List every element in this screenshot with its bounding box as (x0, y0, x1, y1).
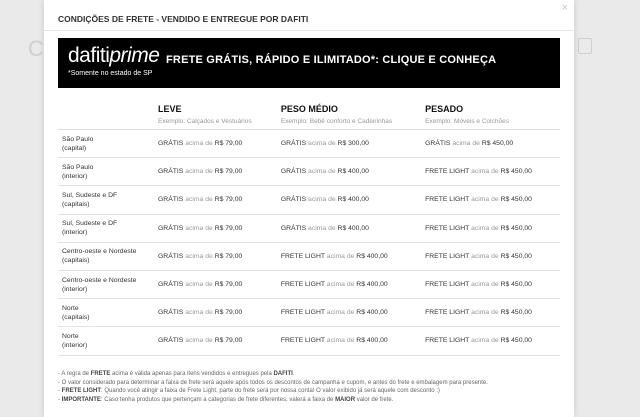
freight-table (58, 104, 560, 356)
freight-threshold-value: R$ 450,00 (500, 196, 532, 204)
freight-threshold-value: R$ 79,00 (214, 196, 243, 204)
freight-cell (154, 242, 277, 270)
freight-cell (277, 214, 421, 242)
freight-threshold-label: acima de (185, 309, 213, 317)
banner-headline: FRETE GRÁTIS, RÁPIDO E ILIMITADO*: CLIQUE E CONHEÇA (166, 54, 497, 66)
table-row (58, 214, 560, 242)
table-row (58, 158, 560, 186)
region-cell (58, 327, 154, 355)
freight-type: GRÁTIS (158, 196, 184, 204)
region-name: Centro-oeste e Nordeste (62, 248, 137, 256)
cart-bag-icon (578, 38, 592, 54)
freight-threshold-label: acima de (308, 196, 336, 204)
freight-threshold-value: R$ 450,00 (500, 309, 532, 317)
freight-threshold-value: R$ 79,00 (214, 168, 243, 176)
freight-cell (154, 214, 277, 242)
freight-cell (277, 299, 421, 327)
footnote-3: - FRETE LIGHT: Quando você atingir a faixa de Frete Light, parte do frete será por nossa conta! O valor exibido já será aquele com desconto :) (58, 388, 440, 395)
region-scope: (capitais) (62, 200, 90, 208)
region-cell (58, 158, 154, 186)
freight-cell (421, 270, 560, 298)
close-icon[interactable]: × (561, 2, 568, 14)
region-scope: (interior) (62, 341, 88, 349)
freight-type: GRÁTIS (158, 140, 184, 148)
region-column-header (58, 104, 154, 130)
freight-threshold-value: R$ 79,00 (214, 140, 243, 148)
freight-threshold-value: R$ 400,00 (356, 337, 388, 345)
freight-threshold-label: acima de (326, 252, 355, 260)
freight-threshold-value: R$ 400,00 (337, 168, 369, 176)
dafiti-prime-logo (68, 45, 159, 67)
freight-threshold-label: acima de (326, 281, 355, 289)
freight-threshold-label: acima de (471, 252, 499, 260)
freight-threshold-label: acima de (185, 252, 213, 260)
freight-type: GRÁTIS (158, 168, 184, 176)
freight-type: GRÁTIS (280, 196, 307, 204)
freight-threshold-value: R$ 450,00 (500, 224, 532, 232)
column-subtitle: Exemplo: Móveis e Colchões (425, 118, 509, 125)
freight-cell (277, 242, 421, 270)
table-row (58, 327, 560, 355)
freight-threshold-value: R$ 300,00 (337, 140, 369, 148)
region-scope: (interior) (62, 285, 88, 293)
freight-type: FRETE LIGHT (425, 252, 470, 260)
column-subtitle: Exemplo: Bebê conforto e Cadeirinhas (280, 118, 393, 125)
freight-threshold-value: R$ 450,00 (500, 281, 532, 289)
freight-threshold-label: acima de (452, 140, 480, 148)
freight-cell (421, 242, 560, 270)
freight-threshold-value: R$ 400,00 (356, 252, 388, 260)
region-cell (58, 130, 154, 158)
freight-threshold-label: acima de (471, 337, 499, 345)
freight-type: GRÁTIS (280, 168, 307, 176)
region-cell (58, 242, 154, 270)
freight-threshold-value: R$ 450,00 (500, 168, 532, 176)
freight-cell (277, 186, 421, 214)
region-scope: (capitais) (62, 313, 90, 321)
freight-type: GRÁTIS (158, 224, 184, 232)
freight-threshold-label: acima de (185, 337, 213, 345)
freight-threshold-value: R$ 79,00 (214, 252, 243, 260)
freight-cell (421, 214, 560, 242)
column-title: PESADO (425, 104, 464, 114)
footnotes (58, 370, 563, 404)
freight-cell (277, 327, 421, 355)
banner-note: *Somente no estado de SP (68, 70, 153, 77)
freight-threshold-label: acima de (308, 168, 336, 176)
freight-type: FRETE LIGHT (425, 224, 470, 232)
freight-threshold-label: acima de (185, 140, 213, 148)
freight-type: GRÁTIS (158, 309, 184, 317)
logo-main-text: dafiti (68, 44, 110, 67)
freight-table-body (58, 130, 560, 356)
footnote-4: - IMPORTANTE: Caso tenha produtos que pertençam a categorias de frete diferentes, valerá a faixa de MAIOR valor de frete. (58, 396, 394, 403)
freight-threshold-value: R$ 450,00 (481, 140, 514, 148)
freight-type: GRÁTIS (158, 281, 184, 289)
freight-cell (421, 327, 560, 355)
freight-cell (277, 130, 421, 158)
freight-threshold-label: acima de (471, 168, 499, 176)
freight-threshold-label: acima de (185, 281, 213, 289)
region-cell (58, 214, 154, 242)
freight-type: GRÁTIS (280, 224, 307, 232)
region-scope: (capitais) (62, 257, 90, 265)
region-scope: (interior) (62, 229, 88, 237)
freight-threshold-label: acima de (471, 196, 499, 204)
freight-cell (154, 130, 277, 158)
freight-threshold-value: R$ 400,00 (356, 309, 388, 317)
freight-threshold-label: acima de (308, 140, 336, 148)
table-row (58, 242, 560, 270)
region-name: Centro-oeste e Nordeste (62, 276, 137, 284)
freight-threshold-value: R$ 79,00 (214, 337, 243, 345)
region-name: Norte (62, 304, 79, 312)
freight-threshold-value: R$ 79,00 (214, 224, 243, 232)
column-title: LEVE (158, 104, 182, 114)
freight-cell (154, 327, 277, 355)
divider (44, 30, 574, 31)
freight-type: FRETE LIGHT (280, 252, 325, 260)
freight-cell (154, 186, 277, 214)
freight-threshold-value: R$ 450,00 (500, 337, 532, 345)
region-name: Sul, Sudeste e DF (62, 220, 118, 228)
freight-type: GRÁTIS (158, 337, 184, 345)
column-header-leve (154, 104, 277, 130)
footnote-2: - O valor considerado para determinar a faixa de frete será aquele após todos os descontos de campanha e cupom, e antes do frete e embalagem para presente. (58, 379, 488, 386)
table-header-row (58, 104, 560, 130)
freight-type: GRÁTIS (280, 140, 307, 148)
freight-threshold-label: acima de (326, 309, 355, 317)
freight-cell (154, 158, 277, 186)
region-cell (58, 186, 154, 214)
modal-title: CONDIÇÕES DE FRETE - VENDIDO E ENTREGUE POR DAFITI (58, 14, 309, 24)
freight-threshold-value: R$ 400,00 (337, 224, 369, 232)
table-row (58, 299, 560, 327)
freight-cell (154, 299, 277, 327)
freight-threshold-value: R$ 400,00 (356, 281, 388, 289)
column-title: PESO MÉDIO (280, 104, 338, 114)
freight-cell (277, 270, 421, 298)
freight-type: FRETE LIGHT (425, 168, 470, 176)
freight-threshold-label: acima de (326, 337, 355, 345)
table-row (58, 130, 560, 158)
region-scope: (capital) (62, 144, 87, 152)
freight-threshold-value: R$ 79,00 (214, 309, 243, 317)
region-cell (58, 270, 154, 298)
footnote-1: - A regra de FRETE acima é válida apenas para itens vendidos e entregues pela DAFITI. (58, 371, 295, 377)
region-cell (58, 299, 154, 327)
region-name: São Paulo (62, 163, 94, 171)
region-name: São Paulo (62, 135, 94, 143)
freight-threshold-label: acima de (471, 309, 499, 317)
column-header-pesado (421, 104, 560, 130)
freight-cell (154, 270, 277, 298)
freight-type: FRETE LIGHT (280, 281, 325, 289)
dafiti-prime-banner[interactable] (58, 38, 560, 88)
freight-type: FRETE LIGHT (425, 337, 470, 345)
freight-threshold-label: acima de (471, 281, 499, 289)
freight-threshold-label: acima de (308, 224, 336, 232)
logo-prime-text: prime (109, 44, 160, 67)
freight-threshold-label: acima de (185, 196, 213, 204)
freight-type: FRETE LIGHT (280, 309, 325, 317)
freight-threshold-value: R$ 450,00 (500, 252, 532, 260)
freight-threshold-label: acima de (471, 224, 499, 232)
freight-cell (421, 186, 560, 214)
column-header-peso-medio (277, 104, 421, 130)
freight-threshold-label: acima de (185, 168, 213, 176)
region-scope: (interior) (62, 172, 88, 180)
freight-type: FRETE LIGHT (425, 281, 470, 289)
freight-type: FRETE LIGHT (425, 196, 470, 204)
table-row (58, 270, 560, 298)
freight-type: FRETE LIGHT (425, 309, 470, 317)
freight-type: GRÁTIS (158, 252, 184, 260)
freight-cell (421, 130, 560, 158)
freight-cell (421, 158, 560, 186)
table-row (58, 186, 560, 214)
region-name: Sul, Sudeste e DF (62, 191, 118, 199)
background-logo: C (28, 36, 44, 61)
region-name: Norte (62, 332, 79, 340)
freight-cell (277, 158, 421, 186)
freight-type: GRÁTIS (425, 140, 451, 148)
column-subtitle: Exemplo: Calçados e Vestuários (158, 118, 252, 125)
freight-threshold-value: R$ 400,00 (337, 196, 369, 204)
freight-type: FRETE LIGHT (280, 337, 325, 345)
freight-threshold-label: acima de (185, 224, 213, 232)
freight-cell (421, 299, 560, 327)
freight-threshold-value: R$ 79,00 (214, 281, 243, 289)
shipping-conditions-modal (44, 0, 574, 417)
